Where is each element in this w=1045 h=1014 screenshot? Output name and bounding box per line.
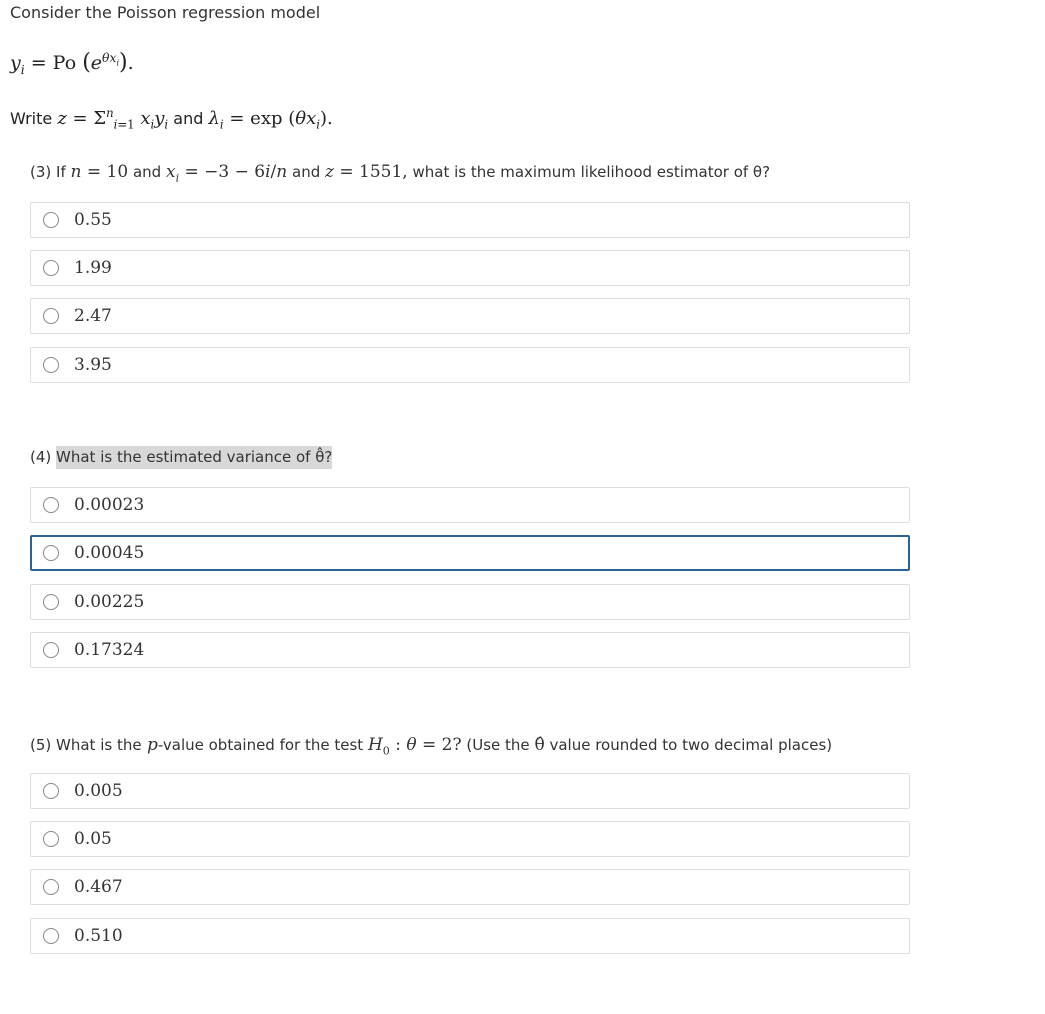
radio-button[interactable] bbox=[43, 594, 59, 610]
option-q5-b[interactable] bbox=[30, 821, 910, 857]
q5-hypothesis: $H_0$ : θ = 2? bbox=[367, 735, 462, 758]
option-q4-a[interactable] bbox=[30, 487, 910, 523]
option-q5-d[interactable] bbox=[30, 918, 910, 954]
option-q3-b[interactable] bbox=[30, 250, 910, 286]
option-label: 1.99 bbox=[74, 258, 112, 278]
option-q3-c[interactable] bbox=[30, 298, 910, 334]
option-q3-d[interactable] bbox=[30, 347, 910, 383]
option-q4-b[interactable] bbox=[30, 535, 910, 571]
definitions-line bbox=[10, 106, 333, 132]
option-label: 0.467 bbox=[74, 877, 123, 897]
question-number: (5) bbox=[30, 736, 52, 754]
option-label: 0.17324 bbox=[74, 640, 145, 660]
option-label: 0.05 bbox=[74, 829, 112, 849]
option-label: 0.00023 bbox=[74, 495, 145, 515]
q5-prefix: What is the bbox=[56, 736, 142, 754]
q3-z-condition: z = 1551, bbox=[325, 162, 408, 182]
radio-button[interactable] bbox=[43, 928, 59, 944]
option-q3-a[interactable] bbox=[30, 202, 910, 238]
q3-question: what is the maximum likelihood estimator of θ? bbox=[412, 163, 771, 181]
q5-theta-hat: θ̂ bbox=[534, 735, 545, 755]
q5-note-start: (Use the bbox=[466, 736, 530, 754]
write-prefix: Write bbox=[10, 109, 53, 128]
radio-button[interactable] bbox=[43, 308, 59, 324]
radio-button[interactable] bbox=[43, 879, 59, 895]
option-label: 0.00225 bbox=[74, 592, 145, 612]
option-q4-d[interactable] bbox=[30, 632, 910, 668]
option-q4-c[interactable] bbox=[30, 584, 910, 620]
radio-button[interactable] bbox=[43, 357, 59, 373]
question-3-text bbox=[30, 162, 771, 185]
question-5-text bbox=[30, 735, 833, 758]
question-number: (4) bbox=[30, 448, 52, 466]
option-label: 0.510 bbox=[74, 926, 123, 946]
option-q5-c[interactable] bbox=[30, 869, 910, 905]
option-label: 3.95 bbox=[74, 355, 112, 375]
q3-and: and bbox=[132, 163, 162, 181]
radio-button[interactable] bbox=[43, 831, 59, 847]
q3-n-condition: n = 10 bbox=[70, 162, 129, 182]
and-word: and bbox=[173, 109, 204, 128]
option-label: 0.005 bbox=[74, 781, 123, 801]
q5-mid-text: -value obtained for the test bbox=[157, 736, 364, 754]
q3-x-condition: $x_i = -3 - 6i/n$ bbox=[165, 162, 288, 185]
radio-button[interactable] bbox=[43, 642, 59, 658]
q3-and-2: and bbox=[292, 163, 321, 181]
option-q5-a[interactable] bbox=[30, 773, 910, 809]
radio-button[interactable] bbox=[43, 497, 59, 513]
lambda-definition: $\lambda_i = \exp (\theta x_i)$. bbox=[208, 108, 333, 132]
question-number: (3) bbox=[30, 163, 52, 181]
model-equation: $y_i = Po$ $(e^{\theta x_i})$. bbox=[10, 50, 134, 77]
q4-highlighted-question: What is the estimated variance of θ̂? bbox=[56, 446, 332, 469]
option-label: 0.55 bbox=[74, 210, 112, 230]
radio-button[interactable] bbox=[43, 260, 59, 276]
intro-text: Consider the Poisson regression model bbox=[10, 3, 321, 22]
option-label: 0.00045 bbox=[74, 543, 145, 563]
q5-p-variable: p bbox=[146, 735, 158, 755]
radio-button[interactable] bbox=[43, 212, 59, 228]
q5-note-end: value rounded to two decimal places) bbox=[549, 736, 833, 754]
q3-prefix: If bbox=[56, 163, 66, 181]
question-4-text bbox=[30, 448, 332, 466]
radio-button[interactable] bbox=[43, 783, 59, 799]
radio-button[interactable] bbox=[43, 545, 59, 561]
option-label: 2.47 bbox=[74, 306, 112, 326]
z-definition: $z = \Sigma^n_{i=1}$ $x_iy_i$ bbox=[57, 106, 169, 132]
